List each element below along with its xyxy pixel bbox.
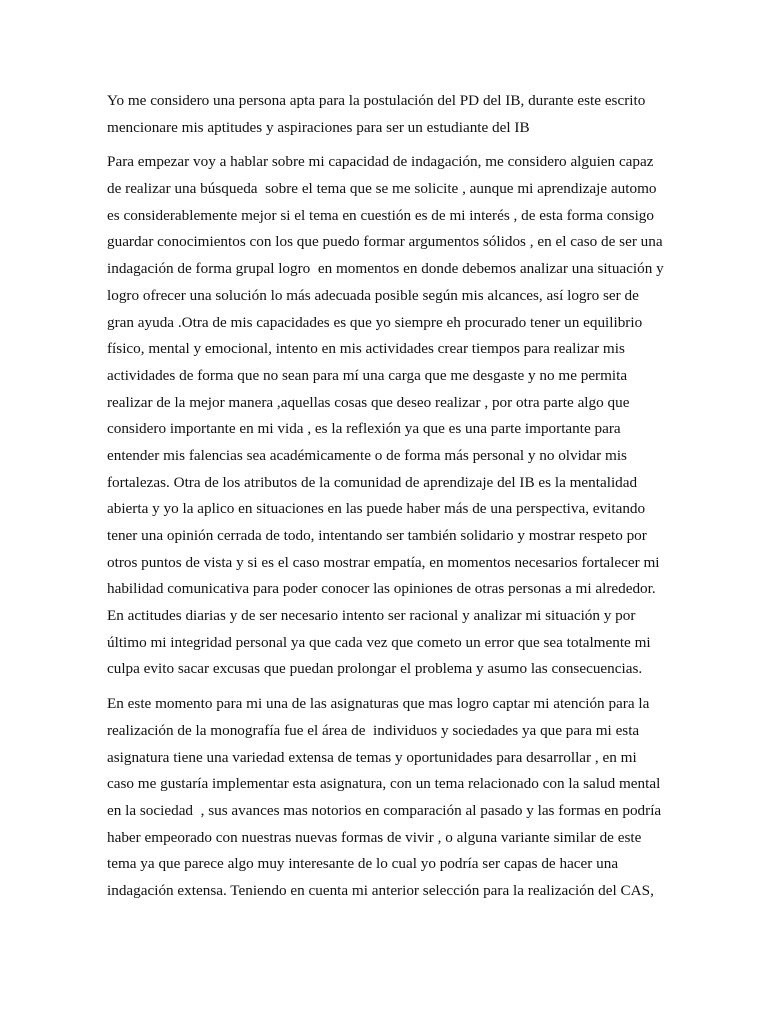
text-line: entender mis falencias sea académicamente o de forma más personal y no olvidar mis [107, 446, 627, 464]
text-line: en la sociedad , sus avances mas notorios en comparación al pasado y las formas en podría [107, 801, 662, 819]
paragraph [107, 88, 667, 141]
text-line: En actitudes diarias y de ser necesario intento ser racional y analizar mi situación y por [107, 607, 636, 625]
text-line: asignatura tiene una variedad extensa de temas y oportunidades para desarrollar , en mi [107, 748, 637, 766]
text-line: es considerablemente mejor si el tema en cuestión es de mi interés , de esta forma consigo [107, 206, 654, 224]
text-line: haber empeorado con nuestras nuevas formas de vivir , o alguna variante similar de este [107, 828, 642, 846]
text-line: otros puntos de vista y si es el caso mostrar empatía, en momentos necesarios fortalecer mi [107, 553, 660, 571]
paragraph [107, 691, 667, 905]
text-line: fortalezas. Otra de los atributos de la comunidad de aprendizaje del IB es la mentalidad [107, 473, 638, 491]
text-line: actividades de forma que no sean para mí una carga que me desgaste y no me permita [107, 366, 628, 384]
text-line: Yo me considero una persona apta para la postulación del PD del IB, durante este escrito [107, 92, 646, 109]
document-body [107, 88, 667, 913]
text-line: En este momento para mi una de las asignaturas que mas logro captar mi atención para la [107, 695, 650, 713]
text-line: tener una opinión cerrada de todo, intentando ser también solidario y mostrar respeto por [107, 527, 647, 544]
text-line: considero importante en mi vida , es la reflexión ya que es una parte importante para [107, 420, 621, 438]
text-line: logro ofrecer una solución lo más adecuada posible según mis alcances, así logro ser de [107, 286, 639, 304]
text-line: último mi integridad personal ya que cada vez que cometo un error que sea totalmente mi [107, 633, 651, 651]
text-line: de realizar una búsqueda sobre el tema que se me solicite , aunque mi aprendizaje automo [107, 180, 657, 198]
text-line: Para empezar voy a hablar sobre mi capacidad de indagación, me considero alguien capaz [107, 153, 654, 171]
text-line: indagación de forma grupal logro en momentos en donde debemos analizar una situación y [107, 260, 664, 278]
text-line: realización de la monografía fue el área de individuos y sociedades ya que para mi esta [107, 721, 640, 739]
text-line: caso me gustaría implementar esta asignatura, con un tema relacionado con la salud mental [107, 775, 661, 793]
text-line: tema ya que parece algo muy interesante de lo cual yo podría ser capas de hacer una [107, 855, 619, 873]
text-line: mencionare mis aptitudes y aspiraciones para ser un estudiante del IB [107, 118, 530, 136]
text-line: gran ayuda .Otra de mis capacidades es que yo siempre eh procurado tener un equilibrio [107, 313, 643, 331]
text-line: realizar de la mejor manera ,aquellas cosas que deseo realizar , por otra parte algo que [107, 393, 630, 411]
text-line: culpa evito sacar excusas que puedan prolongar el problema y asumo las consecuencias. [107, 660, 643, 678]
text-line: abierta y yo la aplico en situaciones en las puede haber más de una perspectiva, evitando [107, 500, 646, 518]
text-line: físico, mental y emocional, intento en mis actividades crear tiempos para realizar mis [107, 340, 625, 358]
paragraph [107, 149, 667, 683]
text-line: habilidad comunicativa para poder conocer las opiniones de otras personas a mi alrededor. [107, 580, 656, 598]
text-line: guardar conocimientos con los que puedo formar argumentos sólidos , en el caso de ser una [107, 233, 663, 251]
text-line: indagación extensa. Teniendo en cuenta mi anterior selección para la realización del CAS, [107, 881, 654, 899]
